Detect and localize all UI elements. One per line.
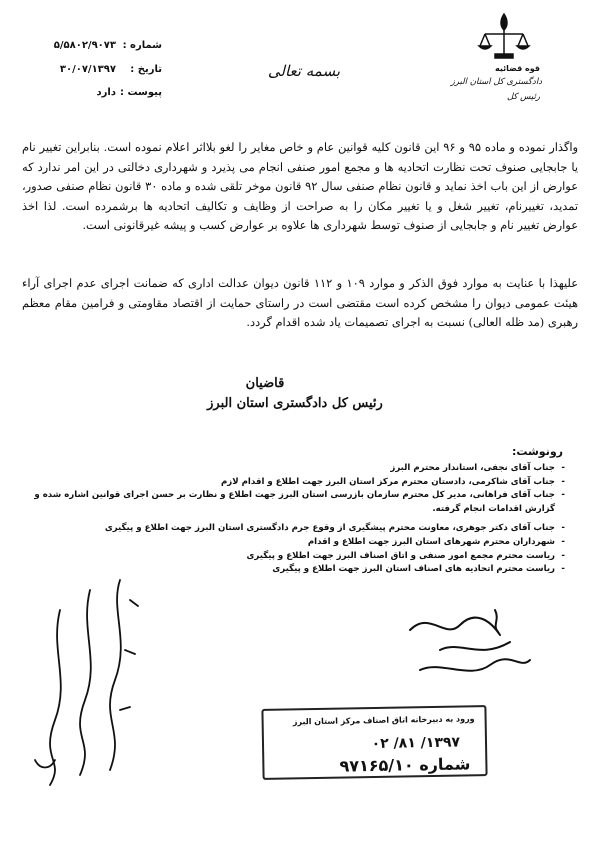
org-line-3: رئیس کل [506,92,540,102]
letter-attachment-label: پیوست : [119,87,162,98]
handwritten-signature-icon [400,600,540,690]
cc-item: - جناب آقای فراهانی، مدیر کل محترم سازمان بازرسی استان البرز جهت اطلاع و نظارت بر حسن اجرای قوانین اشاره شده و گزارش اقدامات انجام گرفته. [25,489,565,516]
body-paragraph-2: علیهذا با عنایت به موارد فوق الذکر و موارد ۱۰۹ و ۱۱۲ قانون دیوان عدالت اداری که ضمانت اجرای عدم اجرای آراء هیئت عمومی دیوان را مشخص کرده است مقتضی است در راستای حمایت از اقتصاد مقاومتی و فرامین مقام معظم رهبری (مد ظله العالی) نسبت به اجرای تصمیمات یاد شده اقدام گردد. [22,276,578,330]
cc-item: - جناب آقای دکتر جوهری، معاونت محترم پیشگیری از وقوع جرم دادگستری استان البرز جهت اطلاع و پیگیری [25,522,565,536]
stamp-heading: ورود به دبیرخانه اتاق اصناف مرکز استان البرز [292,714,475,727]
cc-item: - ریاست محترم اتحادیه های اصناف استان البرز جهت اطلاع و پیگیری [25,563,565,577]
stamp-date: ۱۳۹۷/ ۸۱/ ۰۲ [371,734,461,753]
org-line-1: قوه قضائیه [494,64,540,73]
body-paragraph-1: واگذار نموده و ماده ۹۵ و ۹۶ این قانون کلیه قوانین عام و خاص مغایر را لغو بلااثر اعلام نموده است. بنابراین تغییر نام یا جابجایی صنوف تحت نظارت اتحادیه ها و مجمع امور صنفی انجام می پذیرد و شهرداری دخالتی در این امر ندارد که عوارض از این باب اخذ نماید و قانون نظام صنفی سال ۹۲ قانون موخر تلقی شده و ماده ۳۰ قانون نظام صنفی صدور، تمدید، تغییرنام، تغییر شغل و یا تغییر مکان را به صراحت از وظایف و تکالیف اتحادیه ها برشمرده است. لذا اخذ عوارض تغییر نام و جابجایی از صنوف توسط شهرداری ها علاوه بر عوارض کسب و پیشه غیرقانونی است. [22,140,579,233]
org-line-2: دادگستری کل استان البرز [450,77,542,87]
letter-date-value: ۳۰/۰۷/۱۳۹۷ [59,64,116,75]
judiciary-emblem-icon [475,8,533,66]
received-stamp [261,705,487,780]
bismillah-heading: بسمه تعالی [267,62,340,80]
letter-attachment [12,87,162,103]
letter-number [12,40,162,56]
letter-attachment-value: دارد [96,87,116,98]
cc-item: - جناب آقای شاکرمی، دادستان محترم مرکز استان البرز جهت اطلاع و اقدام لازم [25,476,565,490]
letter-date [12,64,162,80]
signatory-title: رئیس کل دادگستری استان البرز [207,396,383,411]
letter-date-label: تاریخ : [130,64,162,75]
signatory-name: قاضیان [245,376,285,391]
cc-item: - شهرداران محترم شهرهای استان البرز جهت اطلاع و اقدام [25,536,565,550]
cc-item: - جناب آقای نجفی، استاندار محترم البرز [25,462,565,476]
letter-number-value: ۵/۵۸۰۲/۹۰۷۳ [53,40,116,51]
cc-item: - ریاست محترم مجمع امور صنفی و اتاق اصناف البرز جهت اطلاع و پیگیری [25,550,565,564]
handwritten-margin-note-icon [20,560,150,790]
letter-number-label: شماره : [122,40,162,51]
cc-heading: رونوشت: [511,445,563,458]
stamp-number: شماره ۹۷۱۶۵/۱۰ [339,754,471,776]
